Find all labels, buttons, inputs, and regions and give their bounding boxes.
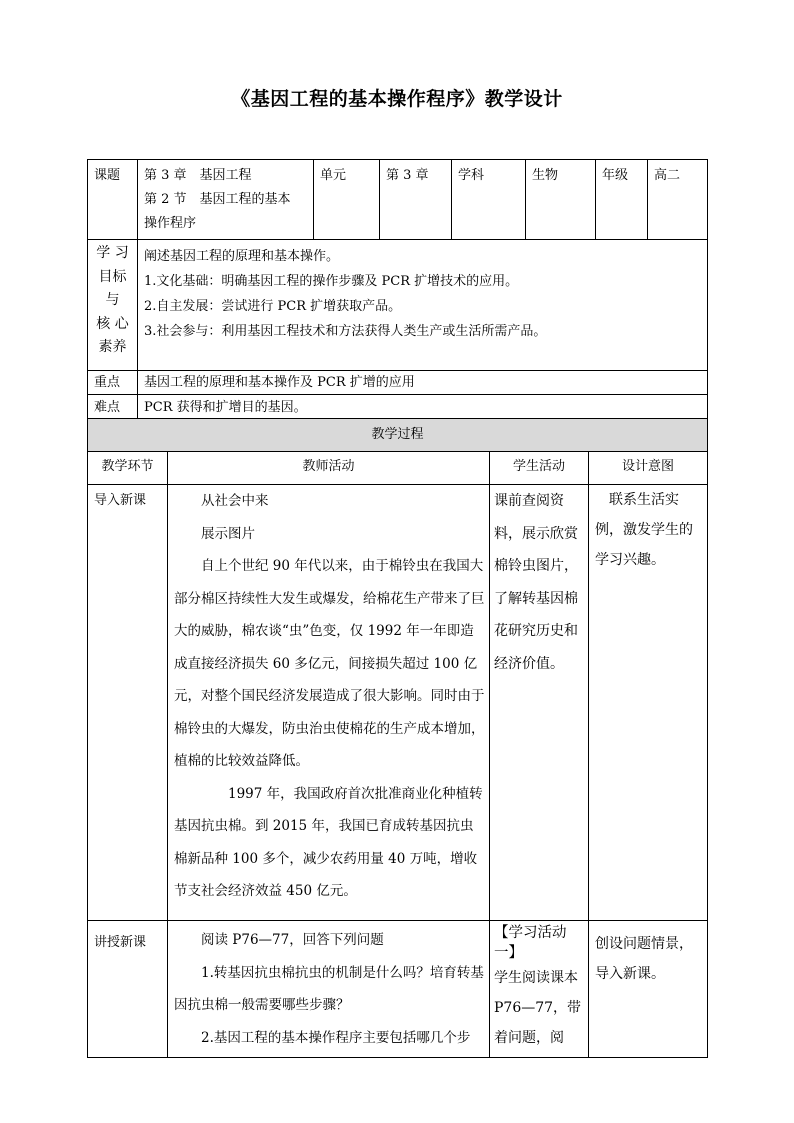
design-intent-new-lesson: 创设问题情景，导入新课。 [589, 921, 708, 1058]
goals-label-line: 目标 [98, 268, 127, 285]
teacher-activity-intro [168, 485, 490, 921]
goals-label-line: 与 [105, 292, 120, 308]
goal-item: 3.社会参与：利用基因工程技术和方法获得人类生产或生活所需产品。 [144, 324, 547, 339]
key-point-value: 基因工程的原理和基本操作及 PCR 扩增的应用 [138, 371, 708, 395]
goal-item: 1.文化基础：明确基因工程的操作步骤及 PCR 扩增技术的应用。 [144, 274, 519, 289]
goals-label-line: 学 习 [96, 245, 129, 261]
column-header-student: 学生活动 [490, 452, 589, 485]
goals-label-line: 核 心 [96, 315, 129, 332]
teacher-paragraph: 从社会中来 [201, 493, 269, 509]
student-activity-text: 学生阅读课本 P76—77，带着问题，阅 [494, 970, 582, 1046]
teacher-paragraph: 1997 年，我国政府首次批准商业化种植转基因抗虫棉。到 2015 年，我国已育成转基因抗虫棉新品种 100 多个，减少农药用量 40 万吨，增收节支社会经济效益 450 亿元。 [174, 785, 483, 899]
topic-line: 第 2 节 基因工程的基本 [144, 192, 291, 207]
teaching-process-table [87, 418, 708, 1058]
column-header-stage: 教学环节 [88, 452, 168, 485]
goal-item: 2.自主发展：尝试进行 PCR 扩增获取产品。 [144, 299, 402, 314]
goals-label [88, 240, 138, 371]
document-title: 《基因工程的基本操作程序》教学设计 [231, 88, 563, 110]
intent-text: 联系生活实例，激发学生的学习兴趣。 [595, 492, 693, 568]
key-point-label: 重点 [88, 371, 138, 395]
goals-value [138, 240, 708, 371]
teacher-paragraph: 阅读 P76—77，回答下列问题 [201, 932, 384, 948]
subject-value: 生物 [526, 160, 596, 240]
teacher-paragraph: 展示图片 [201, 525, 255, 542]
topic-label: 课题 [88, 160, 138, 240]
difficulty-value: PCR 获得和扩增目的基因。 [138, 395, 708, 421]
grade-label: 年级 [596, 160, 648, 240]
topic-line: 操作程序 [144, 216, 197, 231]
stage-new-lesson: 讲授新课 [88, 921, 168, 1058]
stage-intro: 导入新课 [88, 485, 168, 921]
process-header: 教学过程 [88, 419, 708, 452]
teacher-activity-new-lesson [168, 921, 490, 1058]
teacher-paragraph: 1.转基因抗虫棉抗虫的机制是什么吗？培育转基因抗虫棉一般需要哪些步骤？ [174, 964, 484, 1013]
subject-label: 学科 [452, 160, 526, 240]
unit-value: 第 3 章 [380, 160, 452, 240]
design-intent-intro [589, 485, 708, 921]
goals-label-line: 素养 [98, 339, 127, 355]
teacher-paragraph: 自上个世纪 90 年代以来，由于棉铃虫在我国大部分棉区持续性大发生或爆发，给棉花生产带来了巨大的威胁，棉农谈“虫”色变，仅 1992 年一年即造成直接经济损失 60 多亿元，间接损失超过 100 亿元，对整个国民经济发展造成了很大影响。同时由于棉铃虫的大爆发，防虫治虫使棉花的生产成本增加，植棉的比较效益降低。 [174, 558, 485, 769]
grade-value: 高二 [648, 160, 708, 240]
unit-label: 单元 [314, 160, 380, 240]
column-header-intent: 设计意图 [589, 452, 708, 485]
student-activity-title: 【学习活动一】 [494, 925, 567, 961]
student-activity-intro: 课前查阅资料，展示欣赏棉铃虫图片，了解转基因棉花研究历史和经济价值。 [490, 485, 589, 921]
column-header-teacher: 教师活动 [168, 452, 490, 485]
teacher-paragraph: 2.基因工程的基本操作程序主要包括哪几个步 [201, 1029, 471, 1046]
topic-line: 第 3 章 基因工程 [144, 168, 252, 183]
goal-item: 阐述基因工程的原理和基本操作。 [144, 249, 340, 264]
student-activity-new-lesson [490, 921, 589, 1058]
lesson-meta-table [87, 159, 708, 421]
difficulty-label: 难点 [88, 395, 138, 421]
topic-value [138, 160, 314, 240]
